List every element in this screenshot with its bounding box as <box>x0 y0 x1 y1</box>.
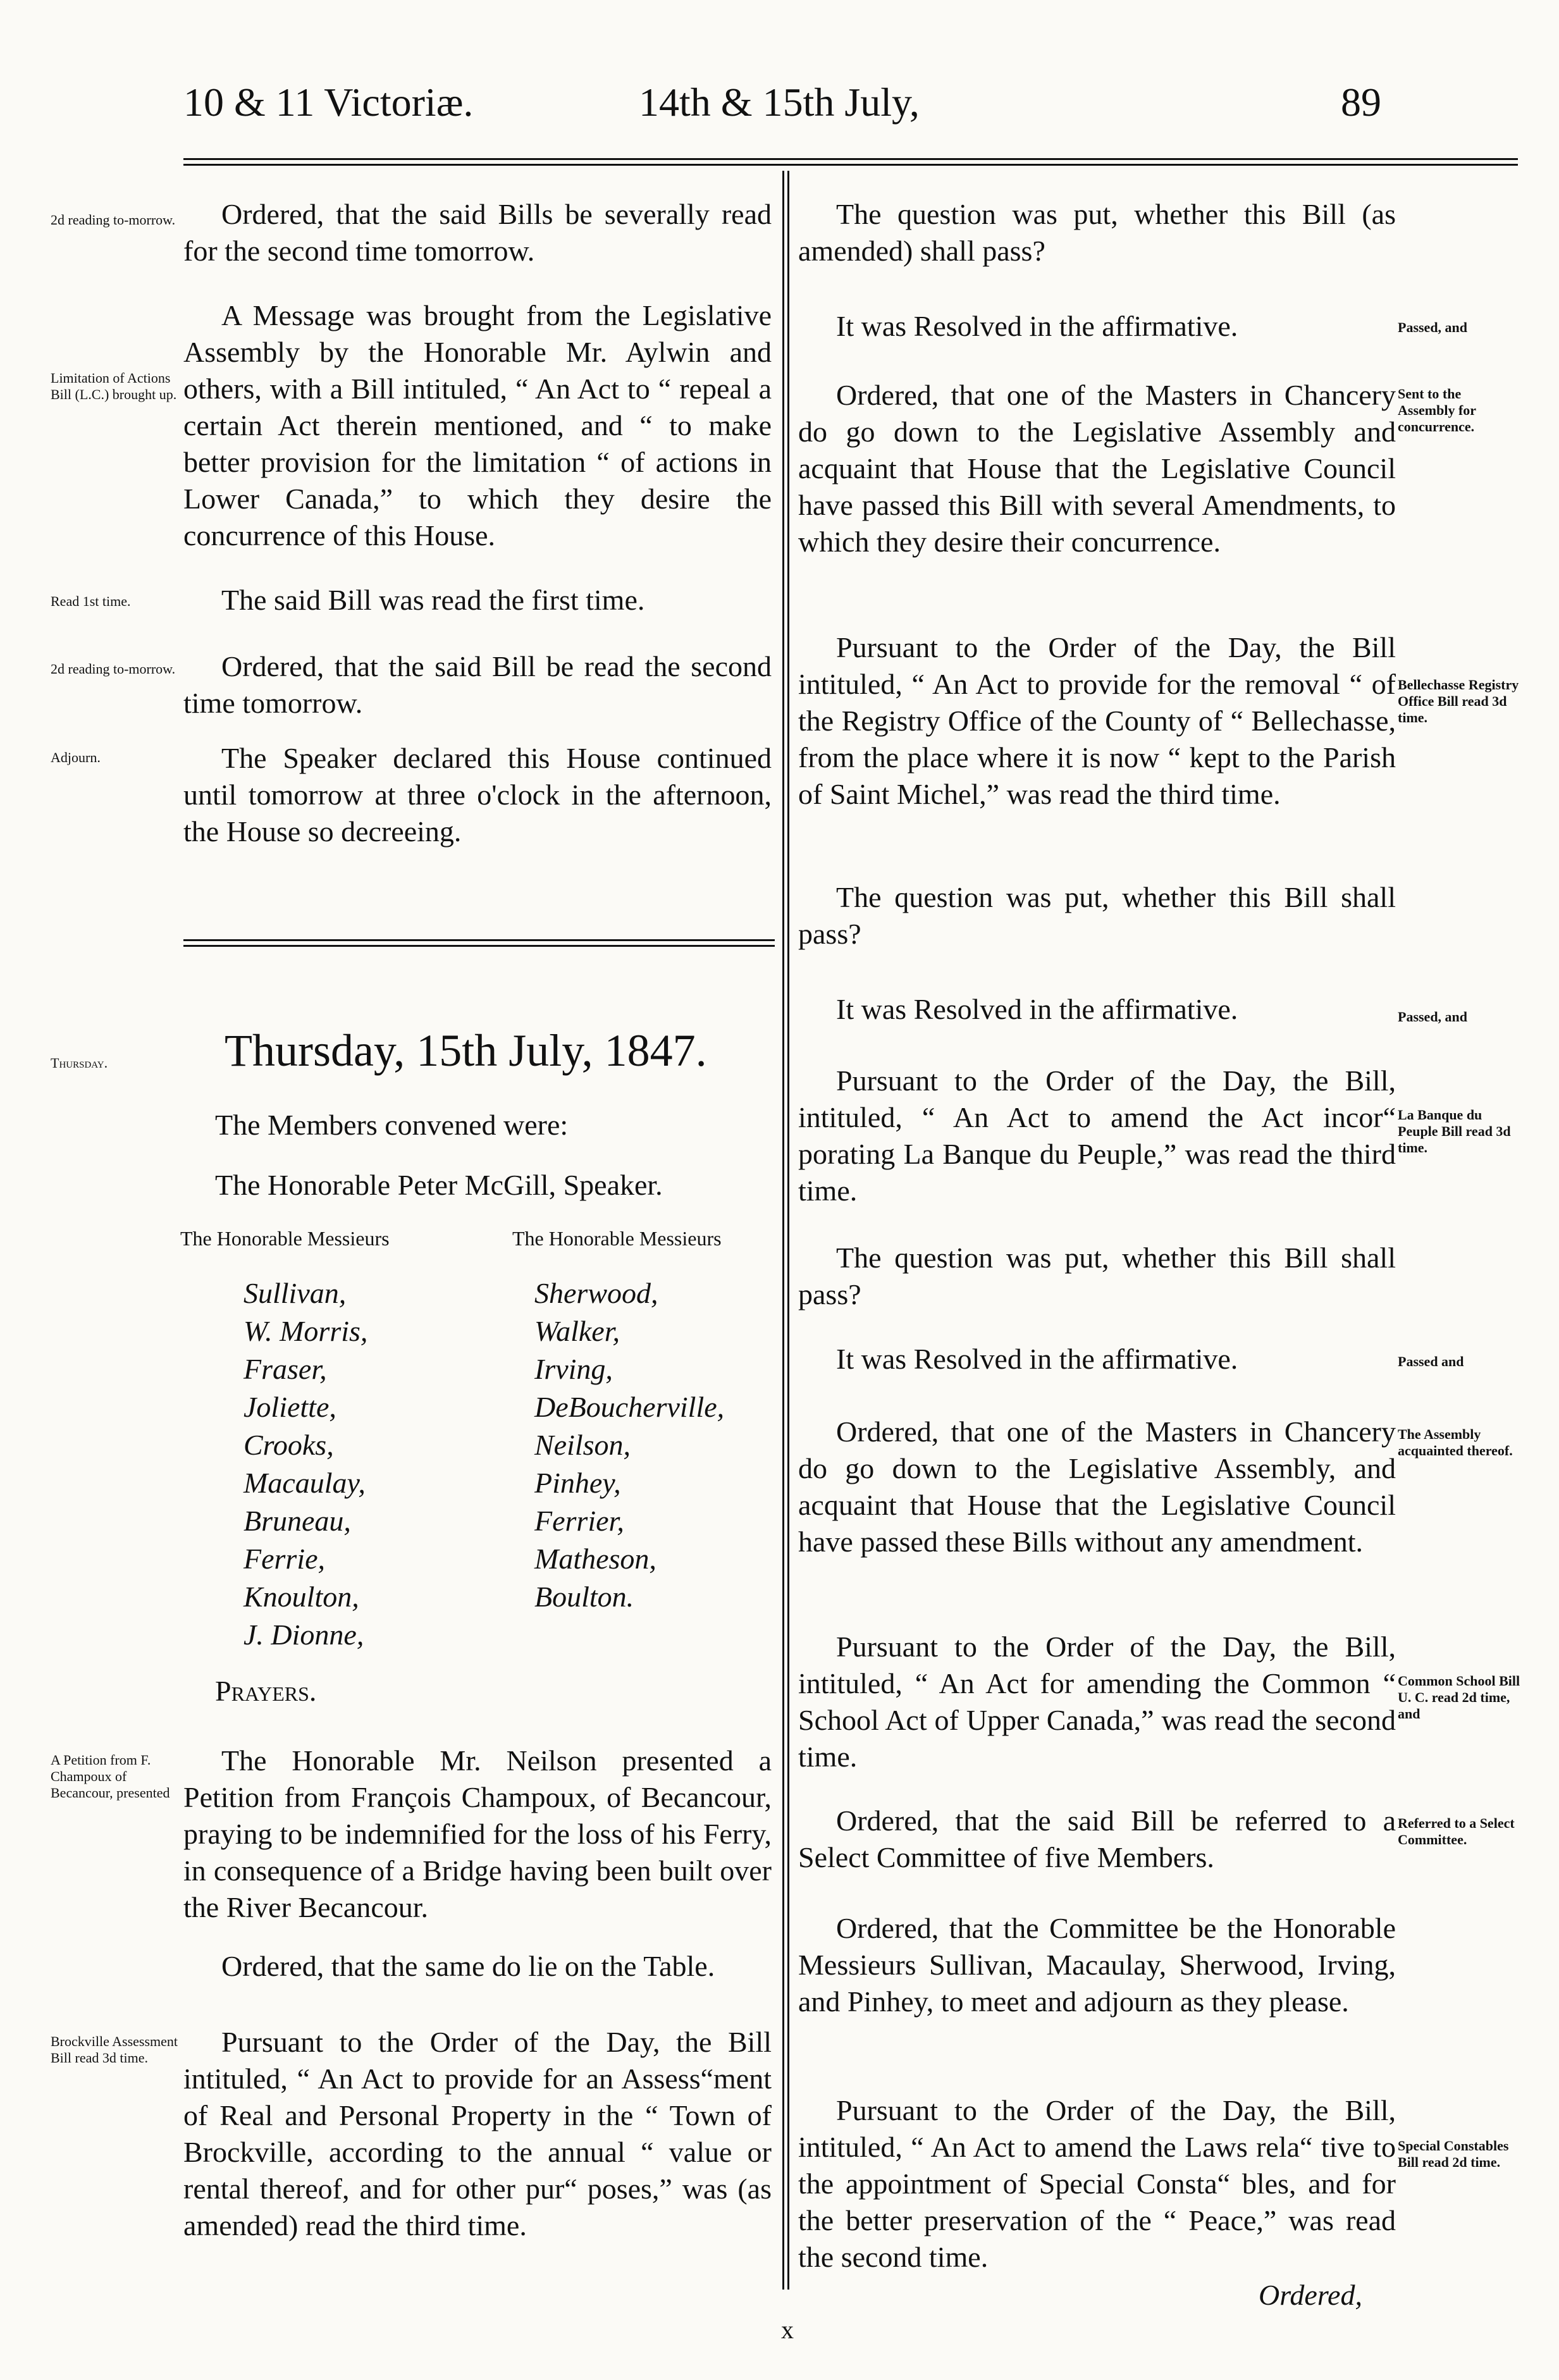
paragraph: The Honorable Mr. Neilson presented a Petition from François Champoux, of Becancour, praying to be indemnified for the loss of his Ferry, in consequence of a Bridge having been built over the River Becancour. <box>183 1744 772 1923</box>
prayers-heading: Prayers. <box>215 1675 317 1707</box>
column-divider-rule-2 <box>787 171 789 2290</box>
margin-note: 2d reading to-morrow. <box>51 212 176 228</box>
paragraph: Pursuant to the Order of the Day, the Bill, intituled, “ An Act for amending the Common “ School Act of Upper Canada,” was read the second time. <box>798 1631 1396 1773</box>
member-name: Joliette, <box>243 1391 336 1423</box>
margin-note: Read 1st time. <box>51 593 131 609</box>
margin-note: Sent to the Assembly for concurrence. <box>1398 386 1476 435</box>
margin-note: Passed, and <box>1398 319 1468 335</box>
paragraph: Pursuant to the Order of the Day, the Bill, intituled, “ An Act to amend the Laws rela“ tive to the appointment of Special Consta“ bles, and for the better preservation of the “ Peace,” was read the second time. <box>798 2094 1396 2273</box>
header-session: 10 & 11 Victoriæ. <box>183 80 474 125</box>
convened-line: The Members convened were: <box>215 1109 569 1141</box>
margin-note: A Petition from F. Champoux of Becancour, presented <box>51 1752 170 1801</box>
member-name: Walker, <box>534 1315 620 1347</box>
paragraph: Pursuant to the Order of the Day, the Bill intituled, “ An Act to provide for an Assess“ment of Real and Personal Property in the “ Town of Brockville, according to the annual “ value or rental thereof, and for other pur“ poses,” was (as amended) read the third time. <box>183 2026 772 2241</box>
page-number: 89 <box>1341 80 1381 125</box>
paragraph: The Speaker declared this House continued until tomorrow at three o'clock in the afternoon, the House so decreeing. <box>183 742 772 848</box>
margin-note: Adjourn. <box>51 749 101 765</box>
margin-note: The Assembly acquainted thereof. <box>1398 1426 1513 1458</box>
member-name: Ferrie, <box>243 1543 326 1575</box>
members-column-heading: The Honorable Messieurs <box>512 1227 722 1250</box>
member-name: Ferrier, <box>534 1505 624 1537</box>
member-name: Fraser, <box>243 1353 327 1385</box>
member-name: DeBoucherville, <box>534 1391 725 1423</box>
margin-note: Special Constables Bill read 2d time. <box>1398 2138 1509 2170</box>
member-name: Bruneau, <box>243 1505 351 1537</box>
members-column-heading: The Honorable Messieurs <box>180 1227 390 1250</box>
margin-note: Passed and <box>1398 1353 1464 1369</box>
date-heading: Thursday, 15th July, 1847. <box>225 1025 707 1076</box>
margin-note: Passed, and <box>1398 1009 1468 1025</box>
catchword: Ordered, <box>1259 2279 1362 2311</box>
margin-note: 2d reading to-morrow. <box>51 661 176 677</box>
members-list-1 <box>243 1274 484 1654</box>
signature-mark: x <box>781 2315 794 2344</box>
member-name: Macaulay, <box>243 1467 366 1499</box>
member-name: J. Dionne, <box>243 1619 364 1651</box>
paragraph: A Message was brought from the Legislative Assembly by the Honorable Mr. Aylwin and others, with a Bill intituled, “ An Act to “ repeal a certain Act therein mentioned, and “ to make better provision for the limitation “ of actions in Lower Canada,” to which they desire the concurrence of this House. <box>183 299 772 552</box>
member-name: Neilson, <box>534 1429 631 1461</box>
margin-note: Limitation of Actions Bill (L.C.) brought up. <box>51 370 177 402</box>
paragraph: It was Resolved in the affirmative. <box>836 993 1238 1025</box>
margin-note: La Banque du Peuple Bill read 3d time. <box>1398 1107 1511 1156</box>
section-double-rule <box>183 939 775 947</box>
member-name: Sullivan, <box>243 1277 347 1309</box>
paragraph: Pursuant to the Order of the Day, the Bill intituled, “ An Act to provide for the removal “ of the Registry Office of the County of “ Bellechasse, from the place where it is now “ kept to the Parish of Saint Michel,” was read the third time. <box>798 631 1396 810</box>
margin-note: Bellechasse Registry Office Bill read 3d time. <box>1398 677 1519 725</box>
paragraph: Ordered, that the said Bill be read the second time tomorrow. <box>183 650 772 719</box>
paragraph: The question was put, whether this Bill (as amended) shall pass? <box>798 198 1396 267</box>
speaker-line: The Honorable Peter McGill, Speaker. <box>215 1169 663 1201</box>
member-name: Sherwood, <box>534 1277 658 1309</box>
member-name: Matheson, <box>534 1543 656 1575</box>
member-name: Boulton. <box>534 1581 634 1613</box>
paragraph: The question was put, whether this Bill shall pass? <box>798 881 1396 950</box>
paragraph: Ordered, that one of the Masters in Chancery do go down to the Legislative Assembly and acquaint that House that the Legislative Council have passed this Bill with several Amendments, to which they desire their concurrence. <box>798 379 1396 558</box>
margin-note: Referred to a Select Committee. <box>1398 1815 1515 1847</box>
member-name: Knoulton, <box>243 1581 359 1613</box>
paragraph: Ordered, that the same do lie on the Table. <box>221 1950 715 1982</box>
column-divider-rule-1 <box>782 171 784 2290</box>
paragraph: It was Resolved in the affirmative. <box>836 310 1238 342</box>
member-name: Pinhey, <box>534 1467 621 1499</box>
member-name: Irving, <box>534 1353 613 1385</box>
paragraph: The question was put, whether this Bill shall pass? <box>798 1242 1396 1310</box>
paragraph: Pursuant to the Order of the Day, the Bill, intituled, “ An Act to amend the Act incor“ porating La Banque du Peuple,” was read the third time. <box>798 1064 1396 1207</box>
header-dates: 14th & 15th July, <box>639 80 920 125</box>
paragraph: It was Resolved in the affirmative. <box>836 1343 1238 1375</box>
margin-note: Thursday. <box>51 1055 108 1071</box>
margin-note: Brockville Assessment Bill read 3d time. <box>51 2033 178 2066</box>
header-double-rule <box>183 158 1518 166</box>
paragraph: Ordered, that the Committee be the Honorable Messieurs Sullivan, Macaulay, Sherwood, Irving, and Pinhey, to meet and adjourn as they please. <box>798 1912 1396 2018</box>
member-name: W. Morris, <box>243 1315 368 1347</box>
paragraph: Ordered, that the said Bills be severally read for the second time tomorrow. <box>183 198 772 267</box>
members-list-2 <box>534 1274 775 1616</box>
paragraph: Ordered, that one of the Masters in Chancery do go down to the Legislative Assembly, and acquaint that House that the Legislative Council have passed these Bills without any amendment. <box>798 1415 1396 1558</box>
margin-note: Common School Bill U. C. read 2d time, and <box>1398 1673 1520 1722</box>
paragraph: The said Bill was read the first time. <box>221 584 645 616</box>
member-name: Crooks, <box>243 1429 334 1461</box>
paragraph: Ordered, that the said Bill be referred to a Select Committee of five Members. <box>798 1804 1396 1873</box>
